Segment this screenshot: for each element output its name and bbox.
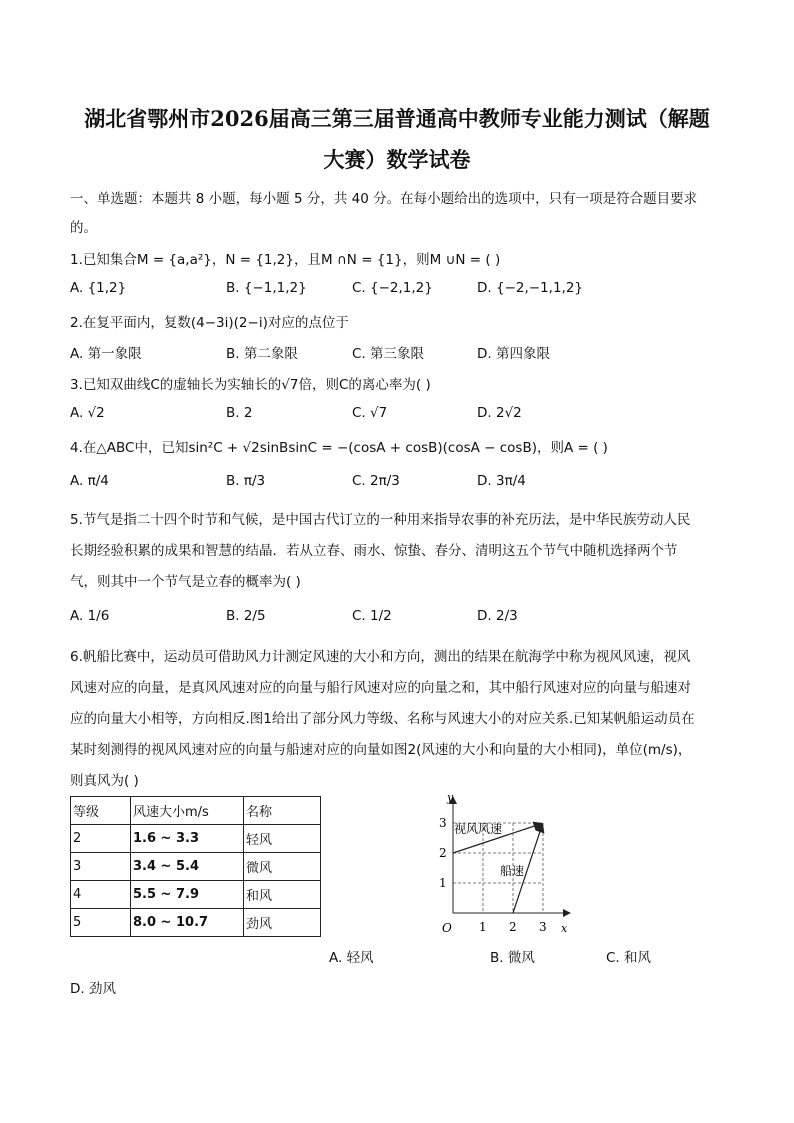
table-cell: 2 — [71, 825, 131, 853]
question-6-stem-line1: 6.帆船比赛中，运动员可借助风力计测定风速的大小和方向，测出的结果在航海学中称为视风风速，视风 — [70, 649, 691, 665]
table-cell: 3 — [71, 853, 131, 881]
question-2-stem: 2.在复平面内，复数(4−3i)(2−i)对应的点位于 — [70, 315, 349, 331]
question-5-stem-line3: 气，则其中一个节气是立春的概率为( ) — [70, 574, 301, 590]
y-tick-label: 2 — [439, 846, 447, 860]
table-cell: 劲风 — [244, 909, 321, 937]
question-4-stem: 4.在△ABC中，已知sin²C + √2sinBsinC = −(cosA + cosB)(cosA − cosB)，则A = ( ) — [70, 440, 608, 456]
table-header-cell: 名称 — [244, 797, 321, 825]
page-title-line1: 湖北省鄂州市2026届高三第三届普通高中教师专业能力测试（解题 — [84, 106, 710, 131]
question-2-option-b[interactable]: B. 第二象限 — [226, 346, 298, 362]
question-1-option-b[interactable]: B. {−1,1,2} — [226, 280, 307, 296]
table-header-cell: 等级 — [71, 797, 131, 825]
question-6-stem-line5: 则真风为( ) — [70, 773, 139, 789]
table-cell: 1.6 ~ 3.3 — [131, 825, 244, 853]
table-cell: 5.5 ~ 7.9 — [131, 881, 244, 909]
question-2-option-d[interactable]: D. 第四象限 — [477, 346, 550, 362]
table-cell: 4 — [71, 881, 131, 909]
question-2-option-a[interactable]: A. 第一象限 — [70, 346, 142, 362]
table-cell: 轻风 — [244, 825, 321, 853]
vector-diagram — [430, 785, 580, 940]
question-6-stem-line2: 风速对应的向量，是真风风速对应的向量与船行风速对应的向量之和，其中船行风速对应的向量与船速对 — [70, 680, 691, 696]
page-title-line2: 大赛）数学试卷 — [323, 147, 471, 172]
question-5-option-d[interactable]: D. 2/3 — [477, 608, 518, 624]
question-4-option-c[interactable]: C. 2π/3 — [352, 473, 400, 489]
table-cell: 微风 — [244, 853, 321, 881]
question-5-option-c[interactable]: C. 1/2 — [352, 608, 392, 624]
table-header-row — [71, 797, 321, 825]
question-3-stem: 3.已知双曲线C的虚轴长为实轴长的√7倍，则C的离心率为( ) — [70, 377, 431, 393]
question-5-stem-line1: 5.节气是指二十四个时节和气候，是中国古代订立的一种用来指导农事的补充历法，是中华民族劳动人民 — [70, 512, 691, 528]
y-tick-label: 3 — [439, 816, 447, 830]
x-tick-label: 1 — [479, 920, 487, 934]
question-1-stem: 1.已知集合M = {a,a²}，N = {1,2}，且M ∩N = {1}，则M ∪N = ( ) — [70, 252, 501, 268]
apparent-wind-label: 视风风速 — [454, 822, 503, 836]
question-5-option-b[interactable]: B. 2/5 — [226, 608, 266, 624]
boat-speed-label: 船速 — [500, 864, 525, 878]
question-1-option-c[interactable]: C. {−2,1,2} — [352, 280, 433, 296]
x-axis-label: x — [561, 922, 568, 935]
question-6-option-a[interactable]: A. 轻风 — [329, 950, 374, 966]
wind-level-table — [70, 796, 321, 937]
x-tick-label: 3 — [539, 920, 547, 934]
question-6-option-d[interactable]: D. 劲风 — [70, 981, 116, 997]
question-1-option-a[interactable]: A. {1,2} — [70, 280, 127, 296]
question-2-option-c[interactable]: C. 第三象限 — [352, 346, 425, 362]
question-4-option-b[interactable]: B. π/3 — [226, 473, 266, 489]
table-header-cell: 风速大小m/s — [131, 797, 244, 825]
section-header-line2: 的。 — [70, 220, 97, 236]
table-cell: 5 — [71, 909, 131, 937]
table-row — [71, 853, 321, 881]
section-header-line1: 一、单选题：本题共 8 小题，每小题 5 分，共 40 分。在每小题给出的选项中，只有一项是符合题目要求 — [70, 191, 698, 207]
question-3-option-b[interactable]: B. 2 — [226, 405, 253, 421]
table-row — [71, 825, 321, 853]
origin-label: O — [442, 921, 452, 935]
question-4-option-d[interactable]: D. 3π/4 — [477, 473, 526, 489]
question-6-stem-line4: 某时刻测得的视风风速对应的向量与船速对应的向量如图2(风速的大小和向量的大小相同)，单位(m/s)， — [70, 742, 692, 758]
table-cell: 和风 — [244, 881, 321, 909]
table-cell: 3.4 ~ 5.4 — [131, 853, 244, 881]
question-6-option-c[interactable]: C. 和风 — [606, 950, 652, 966]
question-5-option-a[interactable]: A. 1/6 — [70, 608, 110, 624]
question-1-option-d[interactable]: D. {−2,−1,1,2} — [477, 280, 584, 296]
question-3-option-d[interactable]: D. 2√2 — [477, 405, 522, 421]
table-cell: 8.0 ~ 10.7 — [131, 909, 244, 937]
question-3-option-c[interactable]: C. √7 — [352, 405, 388, 421]
question-6-option-b[interactable]: B. 微风 — [490, 950, 535, 966]
question-3-option-a[interactable]: A. √2 — [70, 405, 105, 421]
y-tick-label: 1 — [439, 876, 447, 890]
table-row — [71, 909, 321, 937]
grid-lines — [453, 823, 543, 913]
question-6-stem-line3: 应的向量大小相等，方向相反.图1给出了部分风力等级、名称与风速大小的对应关系.已知某帆船运动员在 — [70, 711, 695, 727]
x-tick-label: 2 — [509, 920, 517, 934]
question-5-stem-line2: 长期经验积累的成果和智慧的结晶．若从立春、雨水、惊蛰、春分、清明这五个节气中随机选择两个节 — [70, 543, 678, 559]
y-axis-label: y — [447, 791, 454, 804]
table-row — [71, 881, 321, 909]
question-4-option-a[interactable]: A. π/4 — [70, 473, 109, 489]
